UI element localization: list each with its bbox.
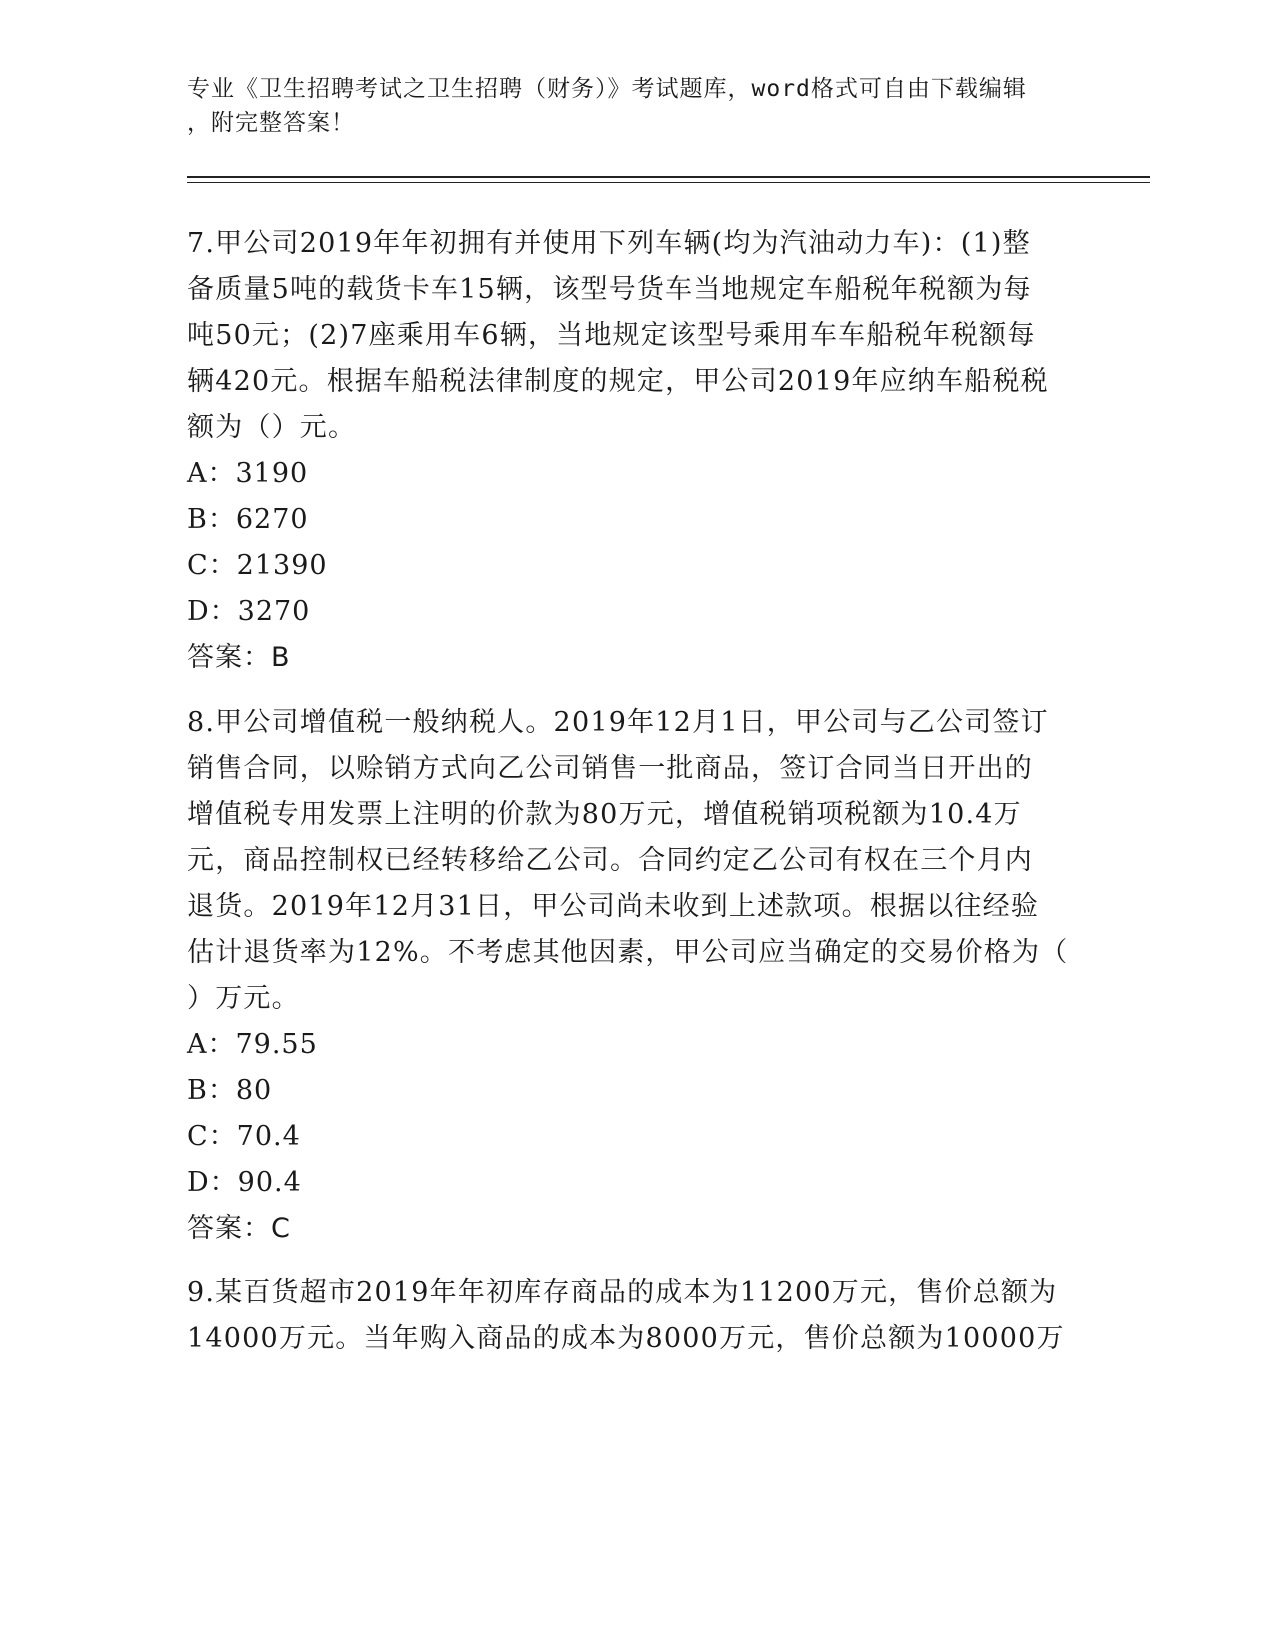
question-text-line: 辆420元。根据车船税法律制度的规定，甲公司2019年应纳车船税税 <box>187 366 1049 397</box>
question-text-line: 估计退货率为12%。不考虑其他因素，甲公司应当确定的交易价格为（ <box>187 937 1069 968</box>
header-divider-thick <box>187 176 1150 178</box>
question-9 <box>187 1270 1087 1362</box>
question-text-line: 吨50元；(2)7座乘用车6辆，当地规定该型号乘用车车船税年税额每 <box>187 320 1036 351</box>
option-d: D：3270 <box>187 596 311 627</box>
question-text-line: 退货。2019年12月31日，甲公司尚未收到上述款项。根据以往经验 <box>187 891 1040 922</box>
question-text-line: 9.某百货超市2019年年初库存商品的成本为11200万元，售价总额为 <box>187 1277 1058 1308</box>
option-c: C：21390 <box>187 550 328 581</box>
option-b: B：6270 <box>187 504 309 535</box>
header-line: ，附完整答案！ <box>187 110 355 136</box>
question-7 <box>187 221 1087 681</box>
question-text-line: 14000万元。当年购入商品的成本为8000万元，售价总额为10000万 <box>187 1323 1065 1354</box>
question-text-line: ）万元。 <box>187 983 300 1014</box>
option-a: A：79.55 <box>187 1029 318 1060</box>
question-text-line: 备质量5吨的载货卡车15辆，该型号货车当地规定车船税年税额为每 <box>187 274 1032 305</box>
document-header <box>187 72 1087 140</box>
option-a: A：3190 <box>187 458 309 489</box>
question-text-line: 元，商品控制权已经转移给乙公司。合同约定乙公司有权在三个月内 <box>187 845 1033 876</box>
answer-line: 答案：C <box>187 1213 291 1244</box>
header-line: 专业《卫生招聘考试之卫生招聘（财务）》考试题库，word格式可自由下载编辑 <box>187 76 1027 102</box>
option-d: D：90.4 <box>187 1167 302 1198</box>
option-c: C：70.4 <box>187 1121 301 1152</box>
question-text-line: 7.甲公司2019年年初拥有并使用下列车辆(均为汽油动力车)：(1)整 <box>187 228 1031 259</box>
question-text-line: 增值税专用发票上注明的价款为80万元，增值税销项税额为10.4万 <box>187 799 1022 830</box>
option-b: B：80 <box>187 1075 273 1106</box>
question-text-line: 8.甲公司增值税一般纳税人。2019年12月1日，甲公司与乙公司签订 <box>187 707 1049 738</box>
question-text-line: 销售合同，以赊销方式向乙公司销售一批商品，签订合同当日开出的 <box>187 753 1033 784</box>
question-8 <box>187 700 1087 1252</box>
header-divider-thin <box>187 182 1150 183</box>
question-text-line: 额为（）元。 <box>187 412 357 443</box>
answer-line: 答案：B <box>187 642 291 673</box>
